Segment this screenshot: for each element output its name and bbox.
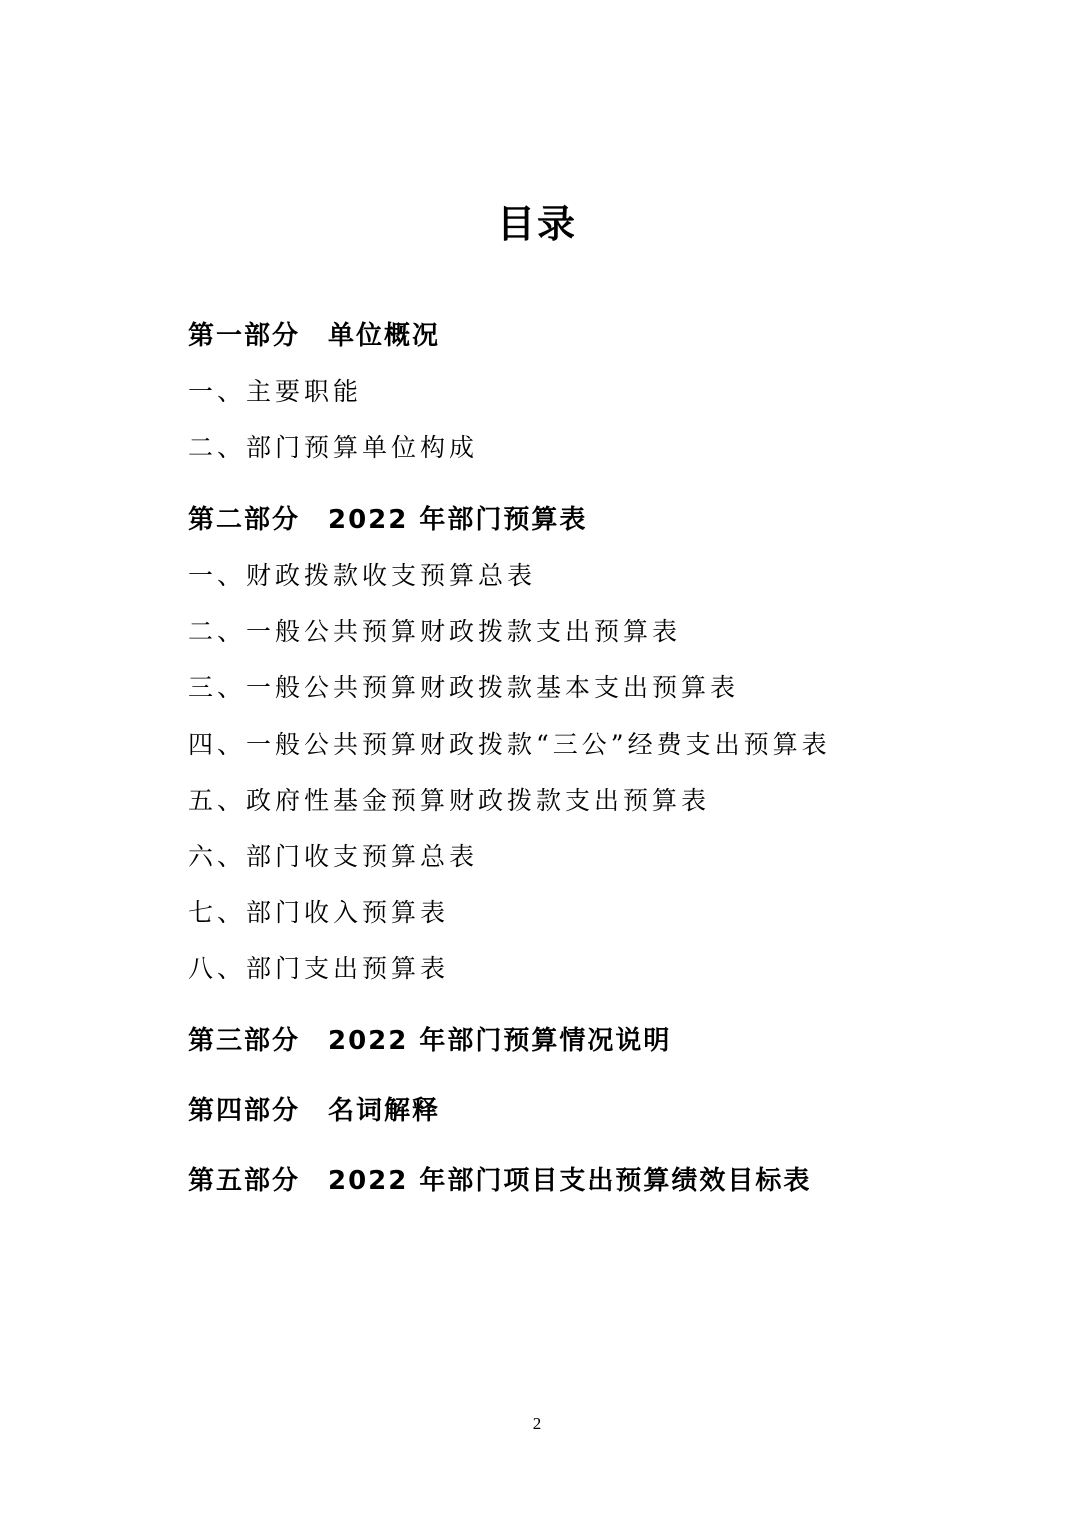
toc-part-4-name: 名词解释 [328, 1096, 441, 1126]
page-title: 目录 [496, 202, 577, 246]
toc-item: 四、一般公共预算财政拨款“三公”经费支出预算表 [188, 730, 831, 759]
toc-part-1-name: 单位概况 [328, 321, 441, 351]
toc-item: 五、政府性基金预算财政拨款支出预算表 [188, 786, 711, 815]
toc-part-1 [188, 318, 440, 354]
toc-part-3-number: 第三部分 [188, 1026, 301, 1056]
toc-item: 二、一般公共预算财政拨款支出预算表 [188, 617, 682, 646]
toc-item: 一、财政拨款收支预算总表 [188, 561, 537, 590]
toc-part-3 [188, 1023, 671, 1059]
toc-part-5 [188, 1163, 811, 1199]
toc-part-1-number: 第一部分 [188, 321, 301, 351]
toc-item: 二、部门预算单位构成 [188, 433, 479, 462]
toc-part-2 [188, 502, 587, 538]
toc-part-5-number: 第五部分 [188, 1166, 301, 1196]
toc-item: 三、一般公共预算财政拨款基本支出预算表 [188, 673, 740, 702]
toc-item: 一、主要职能 [188, 377, 363, 406]
toc-part-2-number: 第二部分 [188, 505, 301, 535]
toc-part-3-name: 2022 年部门预算情况说明 [328, 1026, 672, 1056]
toc-part-4 [188, 1093, 440, 1129]
toc-item: 六、部门收支预算总表 [188, 842, 479, 871]
toc-part-2-name: 2022 年部门预算表 [328, 505, 588, 535]
page-number: 2 [532, 1414, 542, 1433]
toc-item: 八、部门支出预算表 [188, 954, 450, 983]
toc-item: 七、部门收入预算表 [188, 898, 450, 927]
toc-part-5-name: 2022 年部门项目支出预算绩效目标表 [328, 1166, 812, 1196]
toc-part-4-number: 第四部分 [188, 1096, 301, 1126]
